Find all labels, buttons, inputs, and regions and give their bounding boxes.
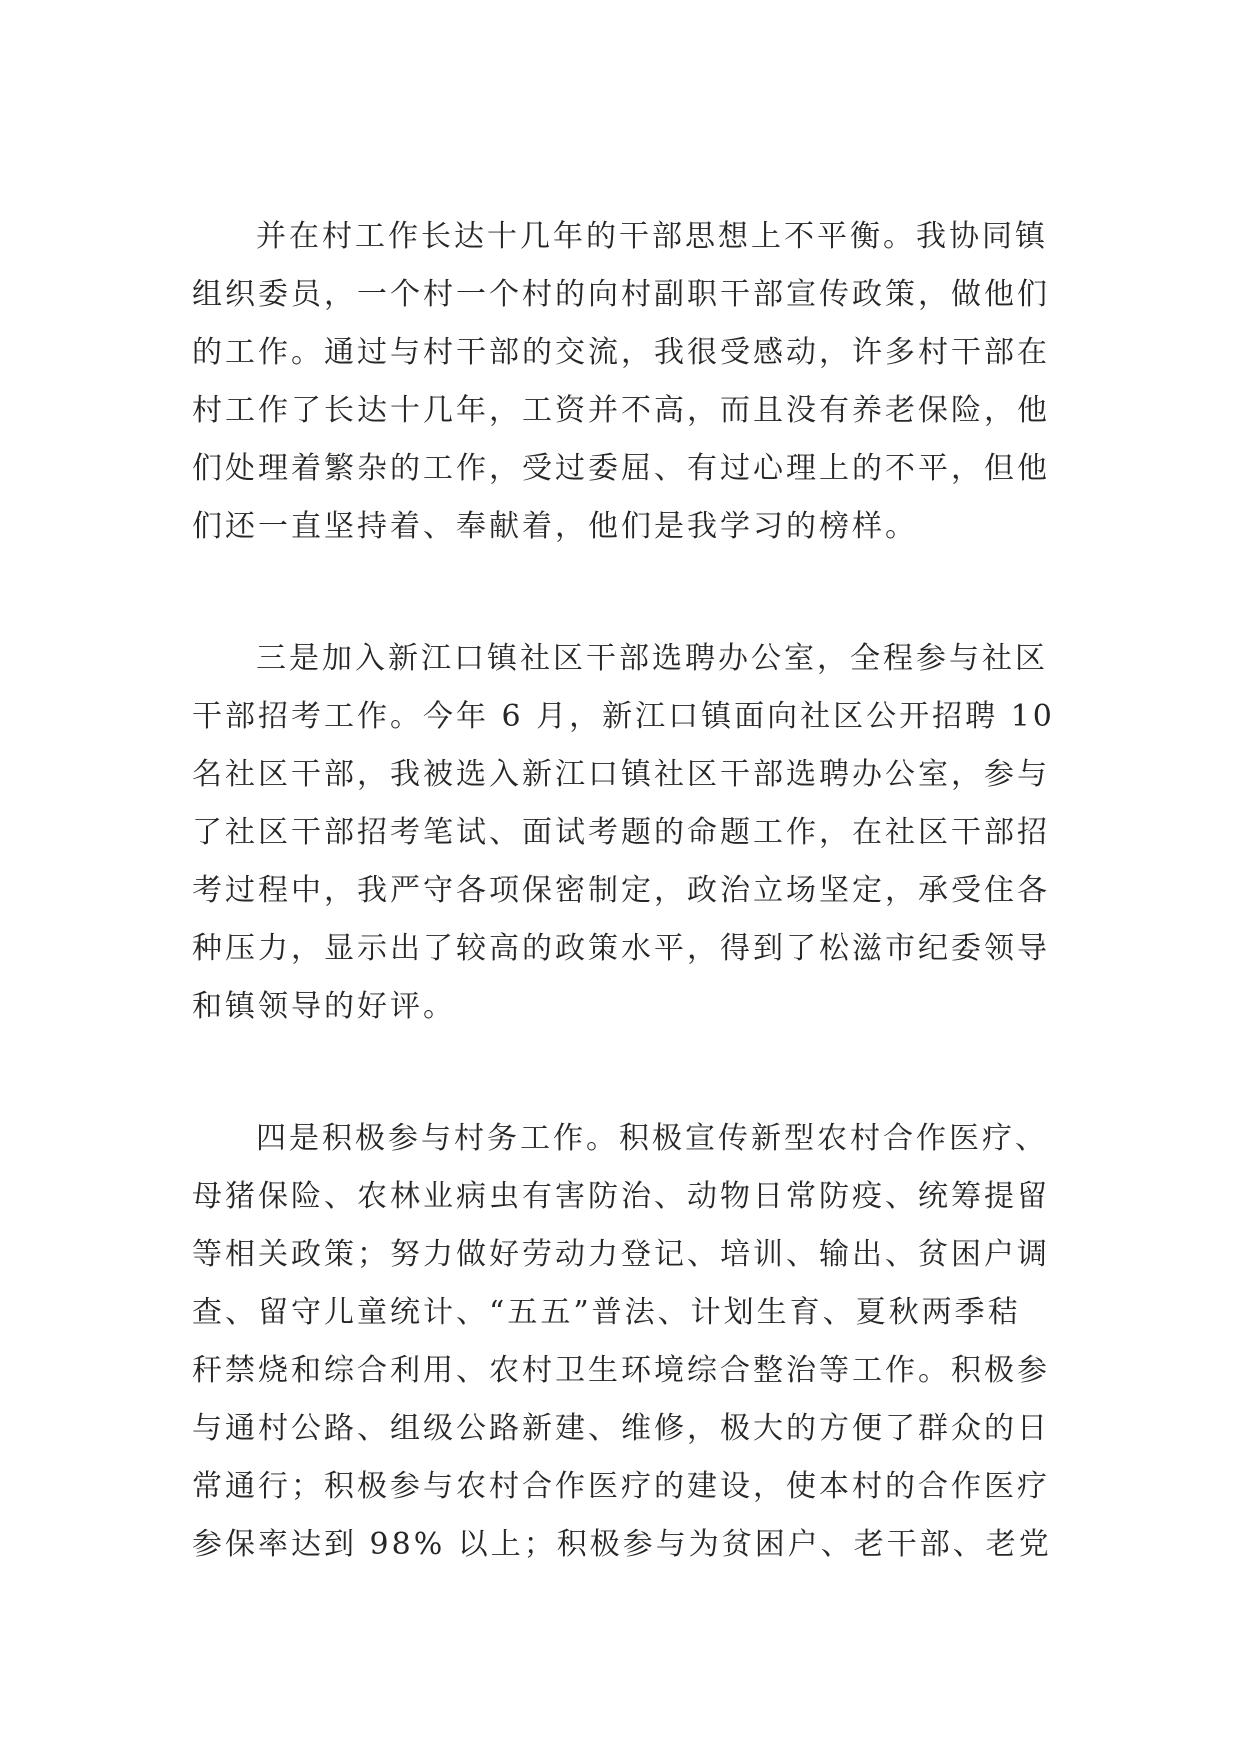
paragraph-line: 四是积极参与村务工作。积极宣传新型农村合作医疗、 [256, 1121, 1048, 1156]
paragraph-line: 种压力，显示出了较高的政策水平，得到了松滋市纪委领导 [192, 931, 1050, 966]
paragraph-line: 等相关政策；努力做好劳动力登记、培训、输出、贫困户调 [192, 1237, 1050, 1272]
paragraph-line: 与通村公路、组级公路新建、维修，极大的方便了群众的日 [192, 1411, 1050, 1446]
paragraph-line: 查、留守儿童统计、“五五”普法、计划生育、夏秋两季秸 [192, 1295, 1021, 1330]
paragraph-line: 常通行；积极参与农村合作医疗的建设，使本村的合作医疗 [192, 1469, 1050, 1504]
paragraph-line: 干部招考工作。今年 6 月，新江口镇面向社区公开招聘 10 [192, 699, 1055, 734]
paragraph-spacer [192, 556, 1052, 630]
paragraph-spacer [192, 1036, 1052, 1110]
paragraph-line: 组织委员，一个村一个村的向村副职干部宣传政策，做他们 [192, 277, 1050, 312]
paragraph-line: 并在村工作长达十几年的干部思想上不平衡。我协同镇 [256, 219, 1048, 254]
paragraph-line: 参保率达到 98% 以上；积极参与为贫困户、老干部、老党 [192, 1527, 1052, 1562]
paragraph-line: 秆禁烧和综合利用、农村卫生环境综合整治等工作。积极参 [192, 1353, 1050, 1388]
paragraph-2 [192, 630, 1055, 1036]
paragraph-line: 母猪保险、农林业病虫有害防治、动物日常防疫、统筹提留 [192, 1179, 1050, 1214]
paragraph-line: 考过程中，我严守各项保密制定，政治立场坚定，承受住各 [192, 873, 1050, 908]
paragraph-line: 名社区干部，我被选入新江口镇社区干部选聘办公室，参与 [192, 757, 1050, 792]
paragraph-line: 们处理着繁杂的工作，受过委屈、有过心理上的不平，但他 [192, 451, 1050, 486]
paragraph-1 [192, 208, 1052, 556]
paragraph-line: 三是加入新江口镇社区干部选聘办公室，全程参与社区 [256, 641, 1048, 676]
paragraph-line: 的工作。通过与村干部的交流，我很受感动，许多村干部在 [192, 335, 1050, 370]
paragraph-3 [192, 1110, 1052, 1574]
paragraph-line: 村工作了长达十几年，工资并不高，而且没有养老保险，他 [192, 393, 1050, 428]
paragraph-line: 和镇领导的好评。 [192, 989, 456, 1024]
paragraph-line: 了社区干部招考笔试、面试考题的命题工作，在社区干部招 [192, 815, 1050, 850]
document-body [192, 208, 1055, 1574]
paragraph-line: 们还一直坚持着、奉献着，他们是我学习的榜样。 [192, 509, 918, 544]
